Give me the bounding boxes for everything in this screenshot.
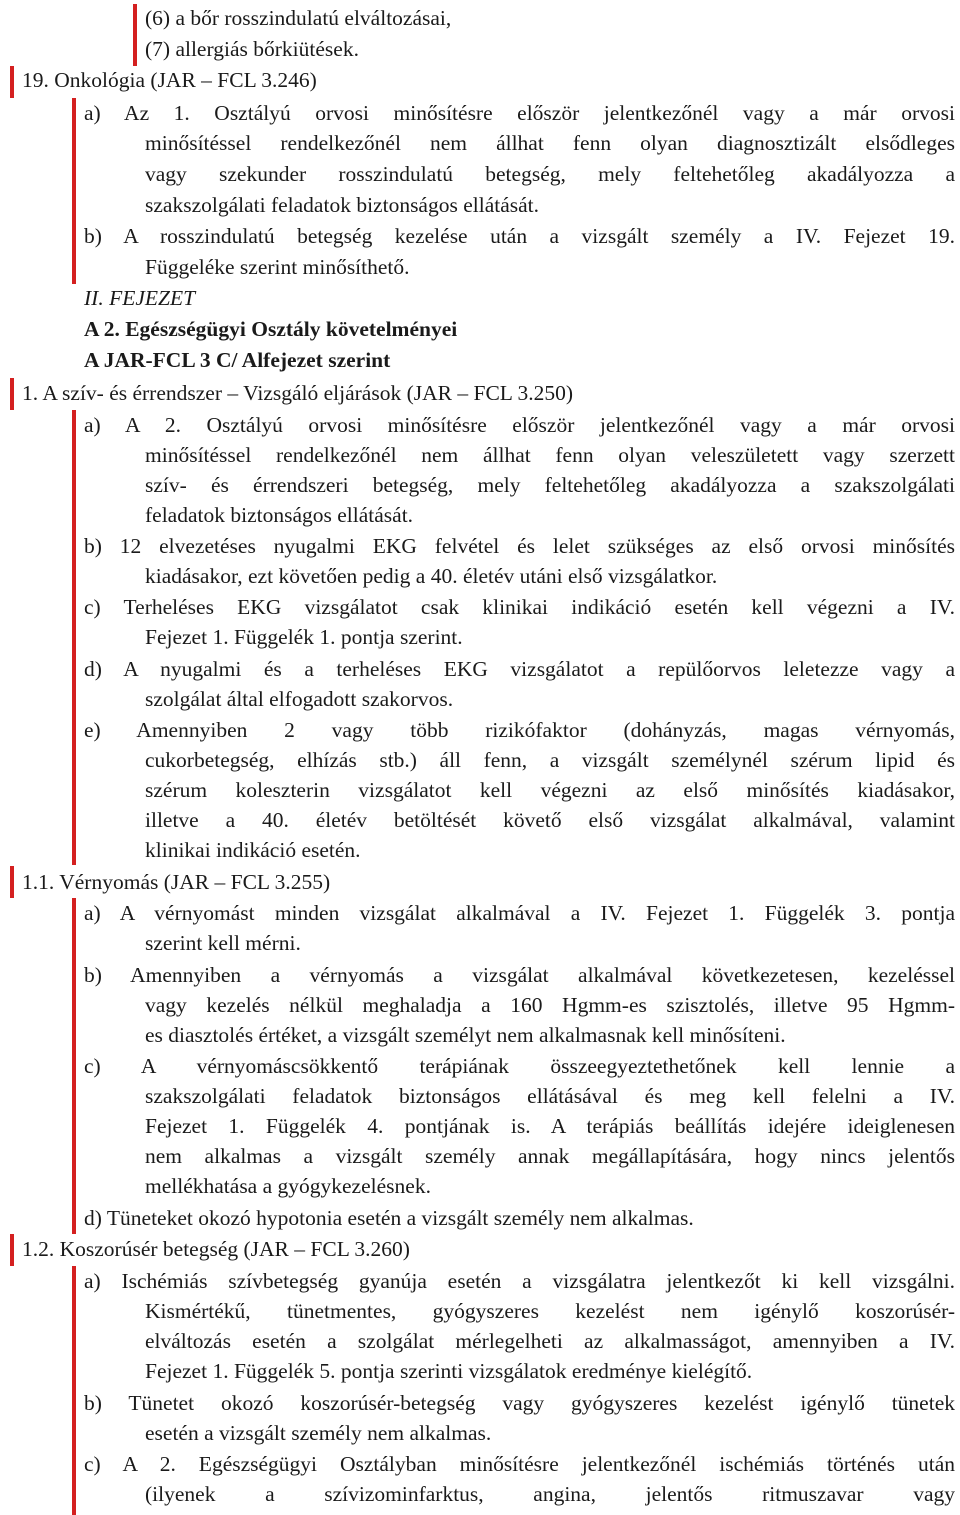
revision-bar	[72, 898, 76, 1234]
revision-bar	[10, 378, 14, 410]
paragraph-line: Fejezet 1. Függelék 1. pontja szerint.	[145, 625, 463, 649]
paragraph-line: e) Amennyiben 2 vagy több rizikófaktor (dohányzás, magas vérnyomás,	[84, 718, 955, 742]
paragraph-line: cukorbetegség, elhízás stb.) áll fenn, a vizsgált személynél szérum lipid és	[145, 748, 955, 772]
list-item-7: (7) allergiás bőrkiütések.	[145, 37, 359, 61]
revision-bar	[72, 1266, 76, 1515]
paragraph-line: minősítéssel rendelkezőnél nem állhat fenn olyan diagnosztizált elsődleges	[145, 131, 955, 155]
paragraph-line: Függeléke szerint minősíthető.	[145, 255, 410, 279]
section-heading-sziv: 1. A szív- és érrendszer – Vizsgáló eljárások (JAR – FCL 3.250)	[22, 381, 574, 405]
revision-bar	[72, 410, 76, 865]
paragraph-line: nem alkalmas a vizsgált személy annak megállapítására, hogy nincs jelentős	[145, 1144, 955, 1168]
paragraph-line: illetve a 40. életév betöltését követő első vizsgálat alkalmával, valamint	[145, 808, 955, 832]
paragraph-line: b) Amennyiben a vérnyomás a vizsgálat alkalmával következetesen, kezeléssel	[84, 963, 955, 987]
paragraph-line: Fejezet 1. Függelék 5. pontja szerinti vizsgálatok eredménye kielégítő.	[145, 1359, 753, 1383]
chapter-subtitle: A 2. Egészségügyi Osztály követelményei	[84, 317, 458, 341]
paragraph-line: Kismértékű, tünetmentes, gyógyszeres kezelést nem igénylő koszorúsér-	[145, 1299, 955, 1323]
paragraph-line: c) Terheléses EKG vizsgálatot csak klinikai indikáció esetén kell végezni a IV.	[84, 595, 955, 619]
paragraph-line: elváltozás esetén a szolgálat mérlegelheti az alkalmasságot, amennyiben a IV.	[145, 1329, 955, 1353]
paragraph-line: esetén a vizsgált személy nem alkalmas.	[145, 1421, 492, 1445]
paragraph-line: c) A vérnyomáscsökkentő terápiának összeegyeztethetőnek kell lennie a	[84, 1054, 955, 1078]
paragraph-line: szakszolgálati feladatok biztonságos ellátásával és meg kell felelni a IV.	[145, 1084, 955, 1108]
chapter-title: II. FEJEZET	[84, 286, 196, 310]
revision-bar	[10, 866, 14, 898]
section-heading-koszoruser: 1.2. Koszorúsér betegség (JAR – FCL 3.260)	[22, 1237, 410, 1261]
list-item-6: (6) a bőr rosszindulatú elváltozásai,	[145, 6, 452, 30]
paragraph-line: szakszolgálati feladatok biztonságos ellátását.	[145, 193, 540, 217]
paragraph-line: (ilyenek a szívizominfarktus, angina, jelentős ritmuszavar vagy	[145, 1482, 955, 1506]
paragraph-line: feladatok biztonságos ellátását.	[145, 503, 414, 527]
paragraph-line: a) Az 1. Osztályú orvosi minősítésre először jelentkezőnél vagy a már orvosi	[84, 101, 955, 125]
paragraph-line: Fejezet 1. Függelék 4. pontjának is. A terápiás beállítás idejére ideiglenesen	[145, 1114, 955, 1138]
paragraph-line: b) 12 elvezetéses nyugalmi EKG felvétel és lelet szükséges az első orvosi minősítés	[84, 534, 955, 558]
paragraph-line: b) Tünetet okozó koszorúsér-betegség vagy gyógyszeres kezelést igénylő tünetek	[84, 1391, 955, 1415]
paragraph-line: a) A vérnyomást minden vizsgálat alkalmával a IV. Fejezet 1. Függelék 3. pontja	[84, 901, 955, 925]
paragraph-line: klinikai indikáció esetén.	[145, 838, 361, 862]
paragraph-line: a) A 2. Osztályú orvosi minősítésre először jelentkezőnél vagy a már orvosi	[84, 413, 955, 437]
chapter-subtitle: A JAR-FCL 3 C/ Alfejezet szerint	[84, 348, 391, 372]
paragraph-line: b) A rosszindulatú betegség kezelése után a vizsgált személy a IV. Fejezet 19.	[84, 224, 955, 248]
paragraph-line: vagy kezelés nélkül meghaladja a 160 Hgmm-es szisztolés, illetve 95 Hgmm-	[145, 993, 955, 1017]
revision-bar	[10, 66, 14, 98]
paragraph-line: d) A nyugalmi és a terheléses EKG vizsgálatot a repülőorvos leletezze vagy a	[84, 657, 955, 681]
section-heading-vernyomas: 1.1. Vérnyomás (JAR – FCL 3.255)	[22, 870, 331, 894]
paragraph-line: a) Ischémiás szívbetegség gyanúja esetén a vizsgálatra jelentkezőt ki kell vizsgálni.	[84, 1269, 955, 1293]
paragraph-line: vagy szekunder rosszindulatú betegség, mely feltehetőleg akadályozza a	[145, 162, 955, 186]
paragraph-line: szolgálat által elfogadott szakorvos.	[145, 687, 454, 711]
paragraph-line: szérum koleszterin vizsgálatot kell végezni az első minősítés kiadásakor,	[145, 778, 955, 802]
paragraph-line: d) Tüneteket okozó hypotonia esetén a vizsgált személy nem alkalmas.	[84, 1206, 694, 1230]
paragraph-line: kiadásakor, ezt követően pedig a 40. életév utáni első vizsgálatkor.	[145, 564, 718, 588]
paragraph-line: szerint kell mérni.	[145, 931, 301, 955]
section-heading-onkologia: 19. Onkológia (JAR – FCL 3.246)	[22, 68, 317, 92]
paragraph-line: es diasztolés értéket, a vizsgált személyt nem alkalmasnak kell minősíteni.	[145, 1023, 786, 1047]
paragraph-line: mellékhatása a gyógykezelésnek.	[145, 1174, 431, 1198]
paragraph-line: szív- és érrendszeri betegség, mely feltehetőleg akadályozza a szakszolgálati	[145, 473, 955, 497]
revision-bar	[133, 4, 137, 66]
revision-bar	[72, 98, 76, 284]
revision-bar	[10, 1234, 14, 1266]
paragraph-line: minősítéssel rendelkezőnél nem állhat fenn olyan veleszületett vagy szerzett	[145, 443, 955, 467]
paragraph-line: c) A 2. Egészségügyi Osztályban minősítésre jelentkezőnél ischémiás történés után	[84, 1452, 955, 1476]
